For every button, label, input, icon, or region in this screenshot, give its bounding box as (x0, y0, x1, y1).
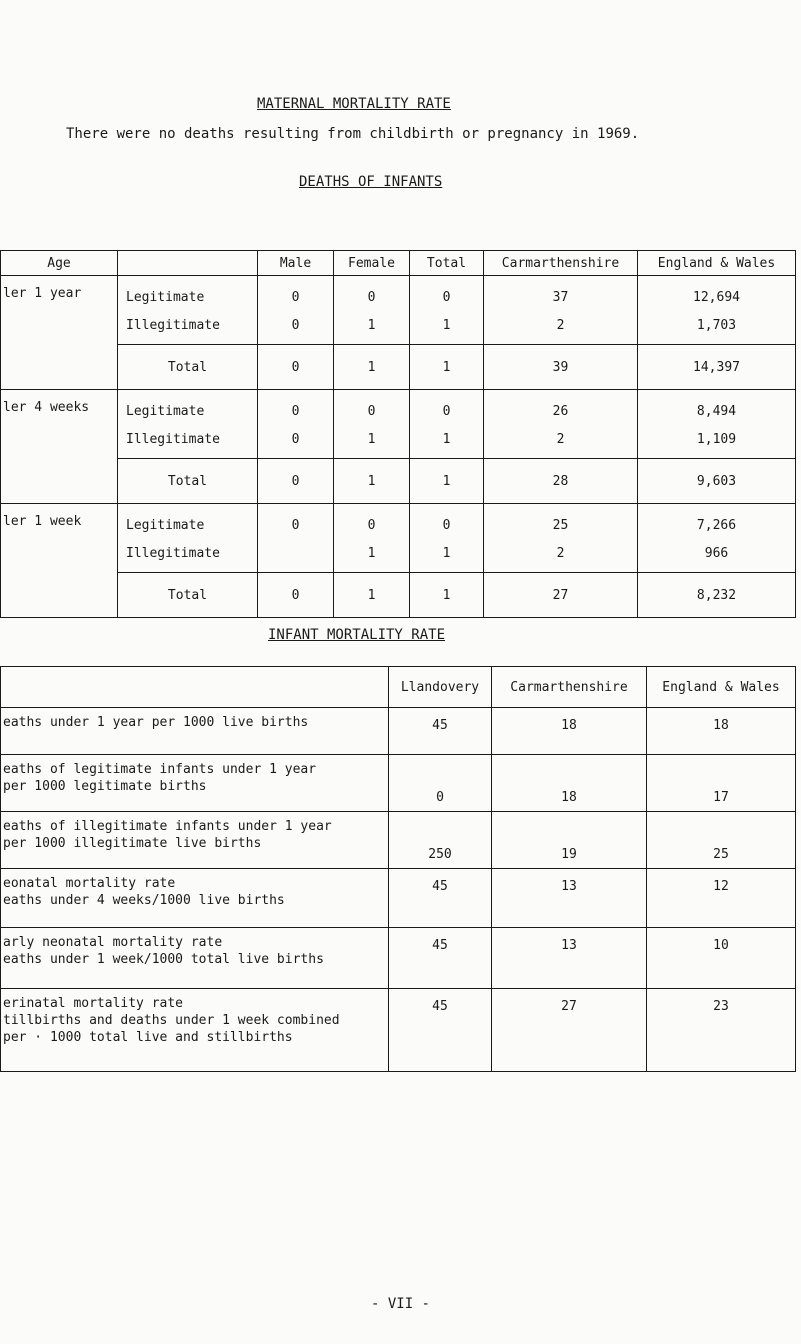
rate-description (1, 812, 389, 869)
total-cell (410, 276, 484, 345)
value: 1 (410, 345, 484, 390)
carmarthenshire-cell (484, 276, 638, 345)
female-cell (334, 504, 410, 573)
value (258, 540, 333, 568)
table-row (1, 928, 796, 989)
table-row (1, 812, 796, 869)
row-label: Legitimate (126, 290, 205, 305)
carmarthenshire-value: 13 (492, 928, 647, 989)
england-wales-value: 18 (647, 708, 796, 755)
table-row (1, 573, 796, 618)
total-label: Total (118, 573, 258, 618)
header-total: Total (410, 251, 484, 276)
table-row (1, 459, 796, 504)
total-label: Total (118, 459, 258, 504)
header-female: Female (334, 251, 410, 276)
carmarthenshire-value: 13 (492, 869, 647, 928)
desc-line: eaths under 1 week/1000 total live births (3, 952, 324, 967)
value: 7,266 (696, 518, 737, 533)
table-row (1, 708, 796, 755)
row-label: Illegitimate (126, 318, 220, 333)
england-wales-cell (638, 276, 796, 345)
england-wales-value: 23 (647, 989, 796, 1072)
row-label: Legitimate (126, 404, 205, 419)
header-carmarthenshire: Carmarthenshire (492, 667, 647, 708)
value: 0 (367, 518, 376, 533)
desc-line: arly neonatal mortality rate (3, 935, 223, 950)
female-cell (334, 276, 410, 345)
llandovery-value: 45 (389, 989, 492, 1072)
value: 8,494 (696, 404, 737, 419)
infant-mortality-heading: INFANT MORTALITY RATE (268, 627, 446, 643)
value: 1 (410, 573, 484, 618)
value: 28 (484, 459, 638, 504)
value: 2 (556, 546, 565, 561)
age-group-label: ler 1 year (1, 276, 118, 390)
value: 2 (556, 432, 565, 447)
value: 0 (367, 404, 376, 419)
header-england-wales: England & Wales (647, 667, 796, 708)
header-england-wales: England & Wales (638, 251, 796, 276)
carmarthenshire-value: 19 (492, 812, 647, 869)
value: 2 (556, 318, 565, 333)
value: 0 (291, 290, 300, 305)
value: 0 (291, 318, 300, 333)
status-cell (118, 276, 258, 345)
carmarthenshire-cell (484, 390, 638, 459)
table-row (1, 345, 796, 390)
value: 12,694 (693, 290, 740, 305)
desc-line: eaths of legitimate infants under 1 year (3, 762, 317, 777)
male-cell (258, 276, 334, 345)
value: 0 (442, 404, 451, 419)
infant-mortality-table (0, 666, 796, 1072)
value: 8,232 (638, 573, 796, 618)
status-cell (118, 390, 258, 459)
value: 25 (552, 518, 569, 533)
value: 27 (484, 573, 638, 618)
table-row (1, 989, 796, 1072)
value: 1 (442, 432, 451, 447)
carmarthenshire-value: 27 (492, 989, 647, 1072)
desc-line: per · 1000 total live and stillbirths (3, 1030, 293, 1045)
value: 0 (291, 432, 300, 447)
england-wales-value: 17 (647, 755, 796, 812)
value: 1 (442, 546, 451, 561)
england-wales-value: 12 (647, 869, 796, 928)
status-cell (118, 504, 258, 573)
value: 0 (291, 404, 300, 419)
male-cell (258, 390, 334, 459)
rate-description (1, 755, 389, 812)
value: 0 (291, 518, 300, 533)
carmarthenshire-value: 18 (492, 755, 647, 812)
value: 1 (334, 573, 410, 618)
llandovery-value: 0 (389, 755, 492, 812)
england-wales-value: 25 (647, 812, 796, 869)
table-row (1, 504, 796, 573)
male-cell (258, 504, 334, 573)
desc-line: eaths of illegitimate infants under 1 year (3, 819, 332, 834)
value: 39 (484, 345, 638, 390)
desc-line: eaths under 1 year per 1000 live births (3, 715, 309, 730)
total-cell (410, 504, 484, 573)
desc-line: per 1000 legitimate births (3, 779, 207, 794)
table-row (1, 276, 796, 345)
value: 1 (410, 459, 484, 504)
age-group-label: ler 1 week (1, 504, 118, 618)
england-wales-cell (638, 390, 796, 459)
llandovery-value: 250 (389, 812, 492, 869)
value: 0 (442, 518, 451, 533)
value: 9,603 (638, 459, 796, 504)
value: 0 (258, 345, 334, 390)
value: 1 (334, 345, 410, 390)
row-label: Illegitimate (126, 432, 220, 447)
desc-line: eonatal mortality rate (3, 876, 176, 891)
desc-line: erinatal mortality rate (3, 996, 184, 1011)
value: 966 (704, 546, 729, 561)
header-blank (1, 667, 389, 708)
page-number: - VII - (370, 1296, 430, 1312)
value: 26 (552, 404, 569, 419)
llandovery-value: 45 (389, 869, 492, 928)
total-label: Total (118, 345, 258, 390)
value: 0 (258, 573, 334, 618)
header-llandovery: Llandovery (389, 667, 492, 708)
value: 14,397 (638, 345, 796, 390)
value: 1,109 (696, 432, 737, 447)
rate-description (1, 928, 389, 989)
imr-header-row (1, 667, 796, 708)
table-row (1, 755, 796, 812)
table-row (1, 390, 796, 459)
carmarthenshire-cell (484, 504, 638, 573)
header-status (118, 251, 258, 276)
deaths-of-infants-table (0, 250, 796, 618)
rate-description (1, 869, 389, 928)
deaths-of-infants-heading: DEATHS OF INFANTS (299, 174, 443, 190)
carmarthenshire-value: 18 (492, 708, 647, 755)
england-wales-cell (638, 504, 796, 573)
desc-line: eaths under 4 weeks/1000 live births (3, 893, 285, 908)
rate-description (1, 708, 389, 755)
row-label: Legitimate (126, 518, 205, 533)
llandovery-value: 45 (389, 928, 492, 989)
header-age: Age (1, 251, 118, 276)
row-label: Illegitimate (126, 546, 220, 561)
female-cell (334, 390, 410, 459)
age-group-label: ler 4 weeks (1, 390, 118, 504)
value: 0 (258, 459, 334, 504)
value: 1 (367, 318, 376, 333)
desc-line: tillbirths and deaths under 1 week combined (3, 1013, 340, 1028)
value: 1,703 (696, 318, 737, 333)
value: 1 (367, 432, 376, 447)
england-wales-value: 10 (647, 928, 796, 989)
deaths-header-row (1, 251, 796, 276)
table-row (1, 869, 796, 928)
maternal-note: There were no deaths resulting from childbirth or pregnancy in 1969. (66, 126, 640, 142)
value: 1 (334, 459, 410, 504)
header-male: Male (258, 251, 334, 276)
value: 37 (552, 290, 569, 305)
desc-line: per 1000 illegitimate live births (3, 836, 262, 851)
value: 0 (442, 290, 451, 305)
header-carmarthenshire: Carmarthenshire (484, 251, 638, 276)
value: 1 (367, 546, 376, 561)
rate-description (1, 989, 389, 1072)
llandovery-value: 45 (389, 708, 492, 755)
value: 1 (442, 318, 451, 333)
total-cell (410, 390, 484, 459)
maternal-mortality-heading: MATERNAL MORTALITY RATE (257, 96, 451, 112)
value: 0 (367, 290, 376, 305)
